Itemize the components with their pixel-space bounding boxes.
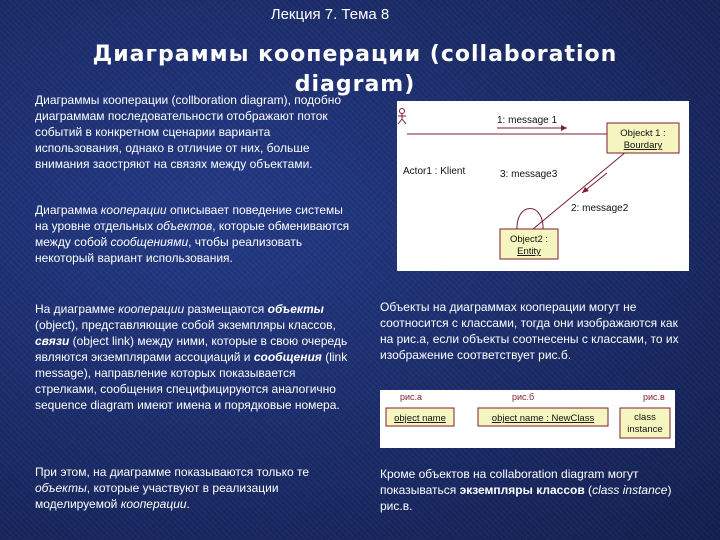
collaboration-diagram: [397, 101, 689, 271]
message1-arrowhead: [561, 125, 567, 131]
left-paragraph-4: При этом, на диаграмме показываются только те объекты, которые участвуют в реализации моделируемой кооперации.: [35, 465, 310, 511]
lecture-subtitle: Лекция 7. Тема 8: [270, 6, 390, 23]
self-message-loop: [517, 209, 543, 232]
message2-label: 2: message2: [571, 203, 629, 214]
figure-c-label-line2: instance: [627, 424, 663, 435]
right-paragraph-1: Объекты на диаграммах кооперации могут не соотносится с классами, тогда они изображаются как на рис.а, если объекты соотнесены с классами, то их изображение соответствует рис.б.: [380, 300, 679, 362]
object2-name: Object2 :: [509, 234, 549, 245]
message3-label: 3: message3: [500, 169, 558, 180]
object-notation-figures: [380, 390, 675, 448]
right-paragraph-2: Кроме объектов на collaboration diagram могут показываться экземпляры классов (class instance) рис.в.: [380, 467, 672, 513]
figure-a-caption: рис.а: [400, 392, 423, 402]
object1-name: Objeckt 1 :: [620, 128, 666, 139]
message1-label: 1: message 1: [497, 115, 558, 126]
object2-box: [500, 229, 558, 259]
left-paragraph-3: На диаграмме кооперации размещаются объекты (object), представляющие собой экземпляры классов, связи (object link) между ними, которые в свою очередь являются экземплярами ассоциаций и сообщения (link message), направление которых показывается стрелками, сообщения специфицируются аналогично sequence diagram имеют имена и порядковые номера.: [35, 302, 348, 412]
object1-box: [607, 123, 679, 153]
figure-c-caption: рис.в: [643, 392, 665, 402]
figure-c-label-line1: class: [634, 412, 656, 423]
figure-b-object: [478, 408, 608, 426]
actor-icon: [398, 109, 406, 125]
object2-class: Entity: [517, 246, 541, 257]
figure-b-label: object name : NewClass: [491, 413, 595, 424]
figure-a-object: [386, 408, 454, 426]
figure-a-label: object name: [394, 413, 446, 424]
figure-b-caption: рис.б: [512, 392, 535, 402]
left-paragraph-2: Диаграмма кооперации описывает поведение системы на уровне отдельных объектов, которые обмениваются между собой сообщениями, чтобы реализовать некоторый вариант использования.: [35, 203, 350, 265]
figure-c-object: [620, 408, 670, 438]
left-paragraph-1: Диаграммы кооперации (collboration diagram), подобно диаграммам последовательности отображают поток событий в конкретном сценарии варианта использования, однако в отличие от них, больше внимания заостряют на связях между объектами.: [35, 93, 342, 171]
actor-label: Actor1 : Klient: [403, 166, 466, 177]
slide-title: Диаграммы кооперации (collaboration diagram): [92, 42, 618, 97]
object1-class: Bourdary: [623, 140, 663, 151]
